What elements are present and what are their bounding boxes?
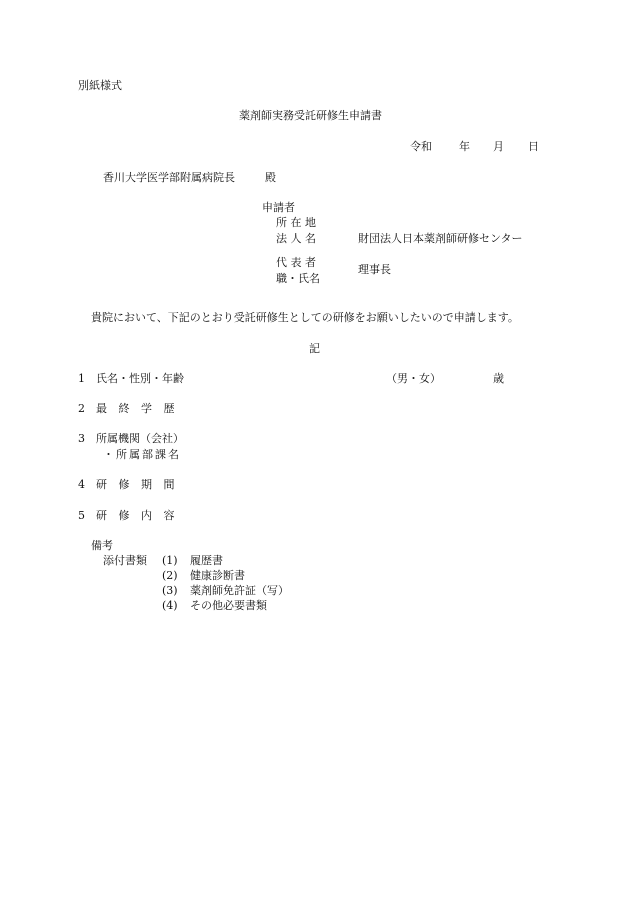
item-label: 研 修 期 間 — [96, 478, 179, 491]
corp-name-label: 法 人 名 — [276, 232, 316, 245]
ki-mark: 記 — [309, 342, 320, 355]
attachments-label: 添付書類 — [103, 554, 147, 567]
item-label: 氏名・性別・年齢 — [96, 372, 184, 385]
date-year: 年 — [459, 140, 470, 153]
request-text: 貴院において、下記のとおり受託研修生としての研修をお願いしたいので申請します。 — [91, 311, 519, 324]
item-label: 研 修 内 容 — [96, 509, 179, 522]
representative-label: 代 表 者 — [276, 256, 316, 269]
applicant-heading: 申請者 — [262, 201, 295, 214]
attachment-number: (3) — [162, 584, 178, 597]
item-number: 1 — [78, 372, 85, 385]
date-era: 令和 — [410, 140, 432, 153]
addressee-name: 香川大学医学部附属病院長 — [103, 171, 235, 184]
item-sublabel: ・所属部課名 — [103, 448, 181, 461]
title-value: 理事長 — [358, 263, 391, 276]
location-label: 所 在 地 — [276, 216, 316, 229]
title-name-label: 職・氏名 — [276, 272, 320, 285]
item-label: 最 終 学 歴 — [96, 402, 179, 415]
age-unit: 歳 — [493, 372, 504, 385]
attachment-name: 薬剤師免許証（写） — [190, 584, 289, 597]
attachment-name: 健康診断書 — [190, 569, 245, 582]
sex-choice: （男・女） — [386, 372, 441, 385]
date-day: 日 — [528, 140, 539, 153]
item-label: 所属機関（会社） — [96, 432, 184, 445]
attachment-number: (2) — [162, 569, 178, 582]
addressee-honorific: 殿 — [265, 171, 276, 184]
attachment-number: (4) — [162, 599, 178, 612]
item-number: 3 — [78, 432, 85, 445]
document-title: 薬剤師実務受託研修生申請書 — [239, 109, 382, 122]
corp-name-value: 財団法人日本薬剤師研修センター — [358, 232, 523, 245]
attachment-number: (1) — [162, 554, 178, 567]
remarks-heading: 備考 — [91, 539, 113, 552]
attachment-name: 履歴書 — [190, 554, 223, 567]
date-month: 月 — [493, 140, 504, 153]
attachment-name: その他必要書類 — [190, 599, 267, 612]
item-number: 2 — [78, 402, 85, 415]
form-label: 別紙様式 — [78, 79, 122, 92]
item-number: 4 — [78, 478, 85, 491]
item-number: 5 — [78, 509, 85, 522]
